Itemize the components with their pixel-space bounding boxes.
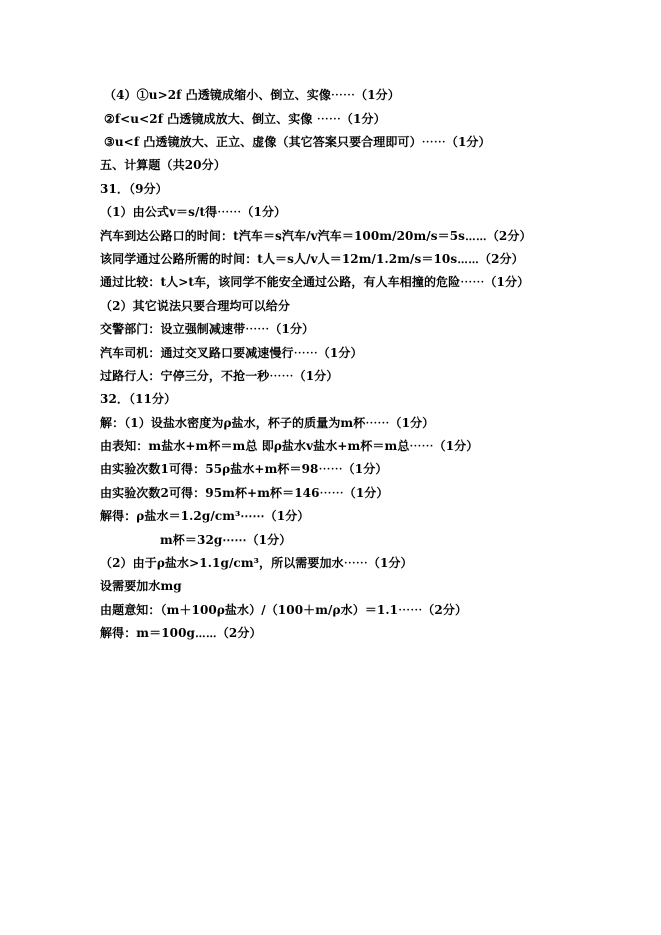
answer-line-4-1: （4）①u>2f 凸透镜成缩小、倒立、实像⋯⋯（1分） [104,88,400,102]
q32-line-8: 设需要加水mg [100,579,182,593]
question-31-title: 31．（9分） [100,182,168,196]
q32-line-9: 由题意知：（m＋100ρ盐水）/（100＋m/ρ水）＝1.1⋯⋯（2分） [100,603,468,617]
q31-line-5: （2）其它说法只要合理均可以给分 [100,299,290,313]
q31-line-3: 该同学通过公路所需的时间：t人＝s人/v人＝12m/1.2m/s＝10s⋯⋯（2分） [100,252,524,266]
q31-line-6: 交警部门：设立强制减速带⋯⋯（1分） [100,322,315,336]
q31-line-8: 过路行人：宁停三分，不抢一秒⋯⋯（1分） [100,369,339,383]
q32-line-2: 由表知：m盐水+m杯＝m总 即ρ盐水v盐水+m杯＝m总⋯⋯（1分） [100,439,479,453]
q32-line-3: 由实验次数1可得：55ρ盐水+m杯＝98⋯⋯（1分） [100,462,388,476]
q31-line-4: 通过比较：t人>t车，该同学不能安全通过公路，有人车相撞的危险⋯⋯（1分） [100,275,530,289]
q32-line-5: 解得：ρ盐水＝1.2g/cm³⋯⋯（1分） [100,509,310,523]
q32-line-10: 解得：m＝100g⋯⋯（2分） [100,626,262,640]
answer-line-4-2: ②f<u<2f 凸透镜成放大、倒立、实像 ⋯⋯（1分） [104,112,386,126]
section-heading: 五、计算题（共20分） [100,158,226,172]
q32-line-1: 解：（1）设盐水密度为ρ盐水，杯子的质量为m杯⋯⋯（1分） [100,416,435,430]
q32-line-6: m杯＝32g⋯⋯（1分） [160,533,292,547]
question-32-title: 32．（11分） [100,392,177,406]
q32-line-4: 由实验次数2可得：95m杯+m杯＝146⋯⋯（1分） [100,486,389,500]
answer-line-4-3: ③u<f 凸透镜放大、正立、虚像（其它答案只要合理即可）⋯⋯（1分） [104,135,491,149]
q31-line-2: 汽车到达公路口的时间：t汽车＝s汽车/v汽车＝100m/20m/s＝5s⋯⋯（2分） [100,229,532,243]
q31-line-7: 汽车司机：通过交叉路口要减速慢行⋯⋯（1分） [100,346,363,360]
q32-line-7: （2）由于ρ盐水>1.1g/cm³，所以需要加水⋯⋯（1分） [100,556,413,570]
q31-line-1: （1）由公式v＝s/t得⋯⋯（1分） [100,205,287,219]
